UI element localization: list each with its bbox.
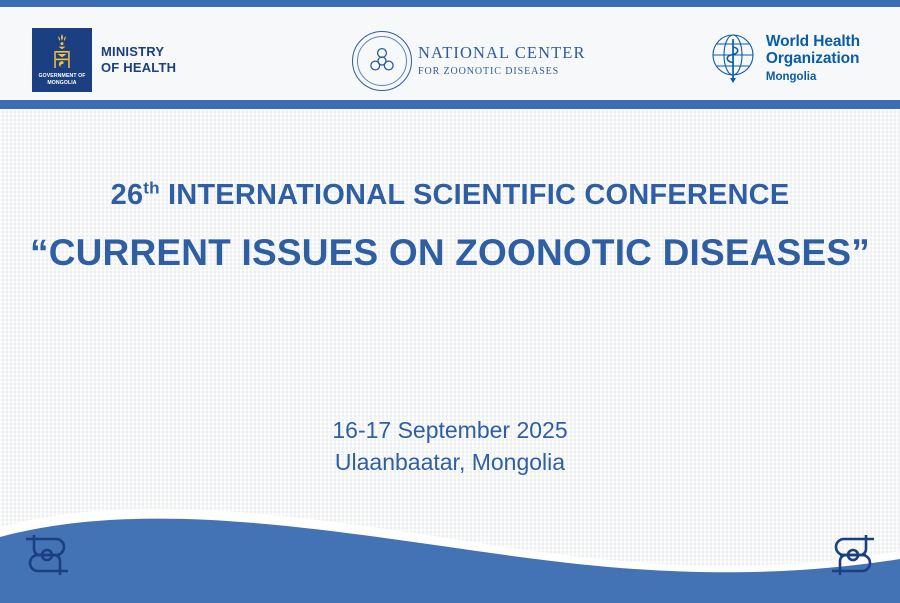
conference-number-line bbox=[0, 177, 900, 213]
national-center-wordmark bbox=[418, 43, 586, 78]
biohazard-seal-icon bbox=[367, 46, 397, 76]
header-divider-bar bbox=[0, 100, 900, 109]
conference-ordinal-number: 26 bbox=[110, 179, 144, 211]
who-line1: World Health bbox=[765, 33, 860, 50]
who-wordmark bbox=[766, 33, 860, 83]
conference-ordinal-suffix: th bbox=[143, 178, 160, 198]
ministry-label-line1: MINISTRY bbox=[101, 44, 165, 59]
title-block bbox=[0, 177, 900, 277]
mongolia-soyombo-emblem bbox=[32, 28, 92, 92]
national-center-zoonotic-diseases-seal bbox=[352, 31, 412, 91]
who-line2: Organization bbox=[765, 50, 860, 67]
top-accent-bar bbox=[0, 0, 900, 7]
ministry-of-health-label bbox=[101, 44, 176, 76]
soyombo-icon bbox=[51, 33, 73, 73]
conference-dates: 16-17 September 2025 bbox=[332, 417, 568, 443]
government-of-mongolia-text: GOVERNMENT OF MONGOLIA bbox=[38, 73, 86, 86]
ministry-label-line2: OF HEALTH bbox=[101, 60, 177, 75]
who-rod-of-asclepius-globe-emblem bbox=[706, 29, 760, 87]
national-center-logo bbox=[352, 31, 586, 91]
national-center-line1: NATIONAL CENTER bbox=[418, 43, 586, 63]
who-logo bbox=[706, 29, 860, 87]
conference-location: Ulaanbaatar, Mongolia bbox=[334, 449, 566, 475]
ulzii-knot-ornament-right bbox=[822, 529, 884, 581]
national-center-line2: FOR ZOONOTIC DISEASES bbox=[418, 66, 560, 78]
ministry-of-health-logo bbox=[32, 28, 176, 92]
logo-header-band bbox=[0, 7, 900, 100]
ulzii-knot-ornament-left bbox=[16, 529, 78, 581]
bottom-blue-wave bbox=[0, 463, 900, 603]
who-country-label: Mongolia bbox=[765, 71, 817, 83]
conference-theme-title: “CURRENT ISSUES ON ZOONOTIC DISEASES” bbox=[30, 232, 870, 273]
conference-name-rest: INTERNATIONAL SCIENTIFIC CONFERENCE bbox=[159, 179, 790, 211]
